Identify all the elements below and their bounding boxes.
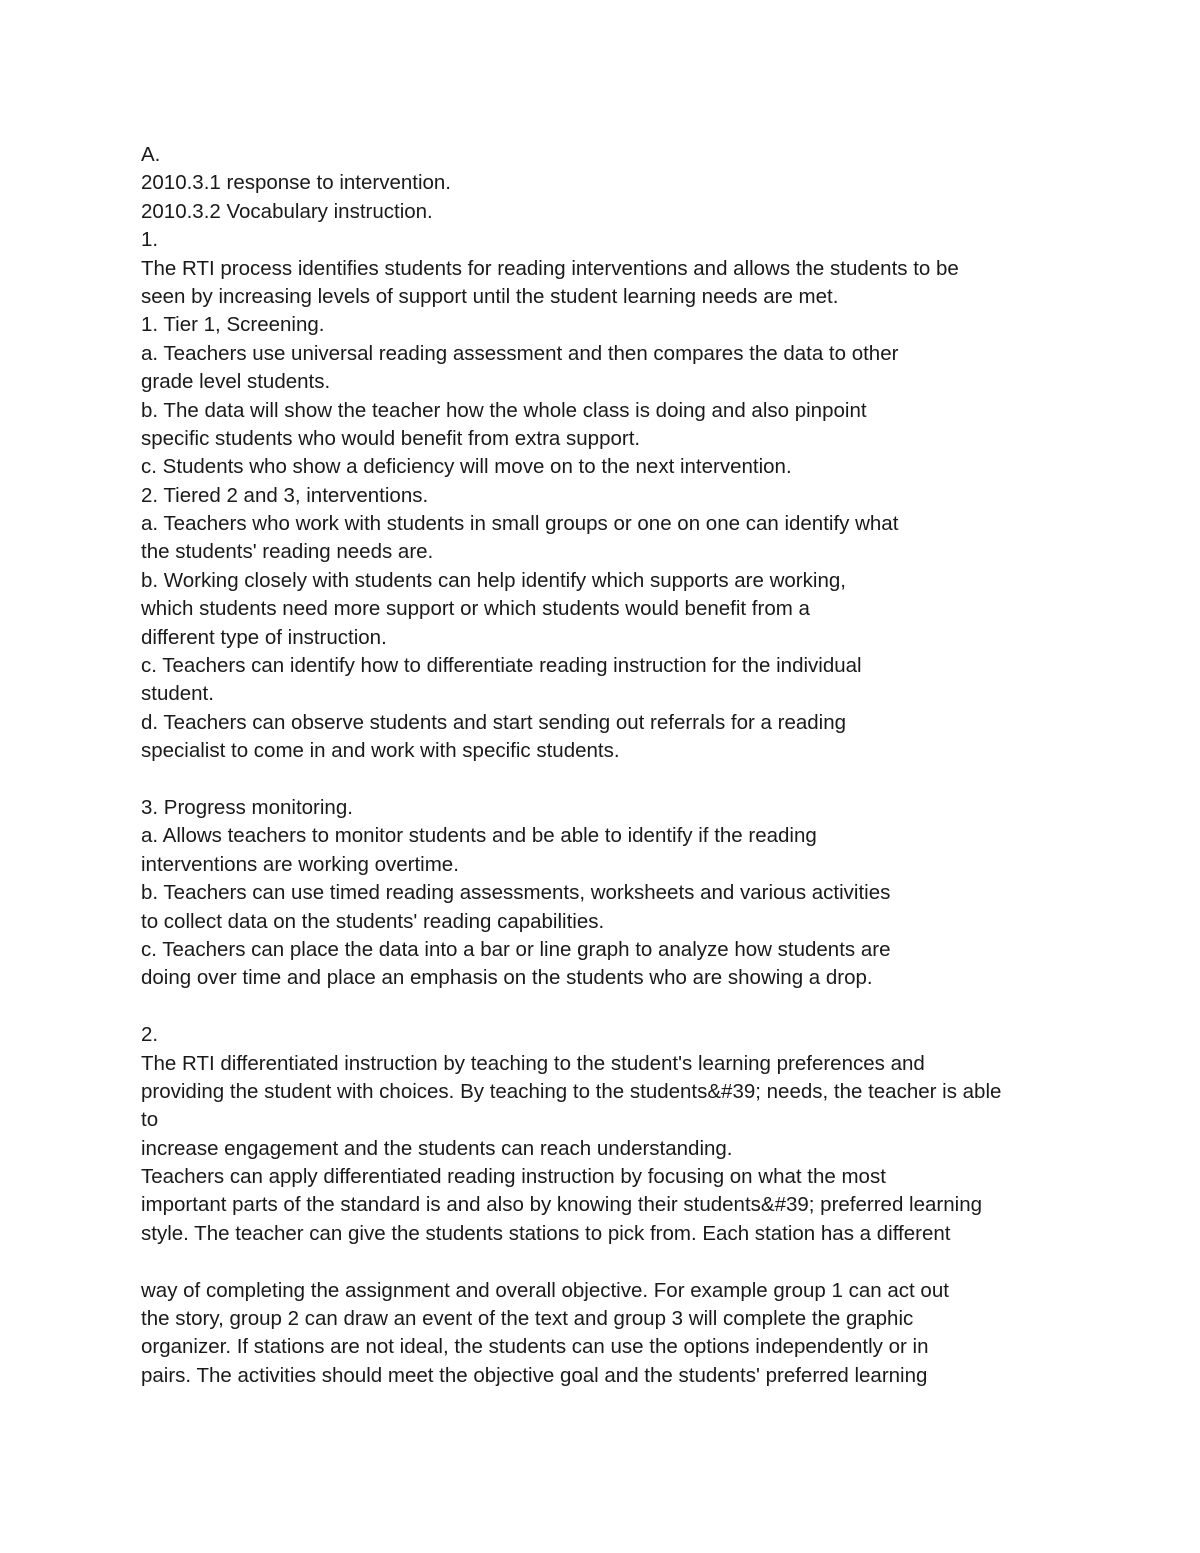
tier-2-3-heading: 2. Tiered 2 and 3, interventions. — [141, 483, 429, 507]
text-line: b. Working closely with students can help identify which supports are working, — [141, 568, 846, 592]
text-line: d. Teachers can observe students and start sending out referrals for a reading — [141, 710, 847, 734]
text-line: a. Teachers use universal reading assessment and then compares the data to other — [141, 341, 899, 365]
text-line: to — [141, 1108, 159, 1132]
text-line: The RTI differentiated instruction by teaching to the student's learning preferences and — [141, 1051, 925, 1075]
text-line: The RTI process identifies students for reading interventions and allows the students to be — [141, 256, 959, 280]
text-line: increase engagement and the students can reach understanding. — [141, 1136, 733, 1160]
text-line: seen by increasing levels of support until the student learning needs are met. — [141, 284, 839, 308]
text-line: the story, group 2 can draw an event of the text and group 3 will complete the graphic — [141, 1307, 914, 1331]
text-line: to collect data on the students' reading capabilities. — [141, 909, 605, 933]
text-line: a. Allows teachers to monitor students and be able to identify if the reading — [141, 824, 817, 848]
text-line: which students need more support or which students would benefit from a — [141, 597, 810, 621]
text-line: specialist to come in and work with specific students. — [141, 739, 620, 763]
text-line: important parts of the standard is and also by knowing their students&#39; preferred learning — [141, 1193, 982, 1217]
text-line: doing over time and place an emphasis on the students who are showing a drop. — [141, 966, 873, 990]
text-line: b. Teachers can use timed reading assessments, worksheets and various activities — [141, 881, 891, 905]
question-2-heading: 2. — [141, 1023, 159, 1047]
text-line: Teachers can apply differentiated reading instruction by focusing on what the most — [141, 1165, 886, 1189]
text-line: organizer. If stations are not ideal, the students can use the options independently or in — [141, 1335, 929, 1359]
text-line: c. Teachers can place the data into a bar or line graph to analyze how students are — [141, 937, 891, 961]
text-line: grade level students. — [141, 370, 331, 394]
text-line: c. Students who show a deficiency will move on to the next intervention. — [141, 455, 792, 479]
question-1-heading: 1. — [141, 228, 159, 252]
blank-line — [141, 766, 1141, 794]
section-a-heading: A. — [141, 143, 161, 166]
text-line: specific students who would benefit from extra support. — [141, 426, 641, 450]
progress-monitoring-heading: 3. Progress monitoring. — [141, 795, 353, 819]
text-line: pairs. The activities should meet the objective goal and the students' preferred learning — [141, 1363, 928, 1387]
text-line: a. Teachers who work with students in small groups or one on one can identify what — [141, 512, 899, 536]
text-line: student. — [141, 682, 214, 706]
document-body — [141, 141, 1141, 1390]
text-line: different type of instruction. — [141, 625, 387, 649]
tier-1-heading: 1. Tier 1, Screening. — [141, 313, 325, 337]
text-line: style. The teacher can give the students stations to pick from. Each station has a different — [141, 1221, 951, 1245]
blank-line — [141, 1248, 1141, 1276]
text-line: 2010.3.2 Vocabulary instruction. — [141, 199, 433, 223]
text-line: 2010.3.1 response to intervention. — [141, 171, 451, 195]
text-line: providing the student with choices. By teaching to the students&#39; needs, the teacher is able — [141, 1079, 1002, 1103]
text-line: b. The data will show the teacher how the whole class is doing and also pinpoint — [141, 398, 867, 422]
text-line: interventions are working overtime. — [141, 852, 459, 876]
text-line: c. Teachers can identify how to differentiate reading instruction for the individual — [141, 654, 862, 678]
text-line: the students' reading needs are. — [141, 540, 434, 564]
blank-line — [141, 993, 1141, 1021]
text-line: way of completing the assignment and overall objective. For example group 1 can act out — [141, 1278, 949, 1302]
